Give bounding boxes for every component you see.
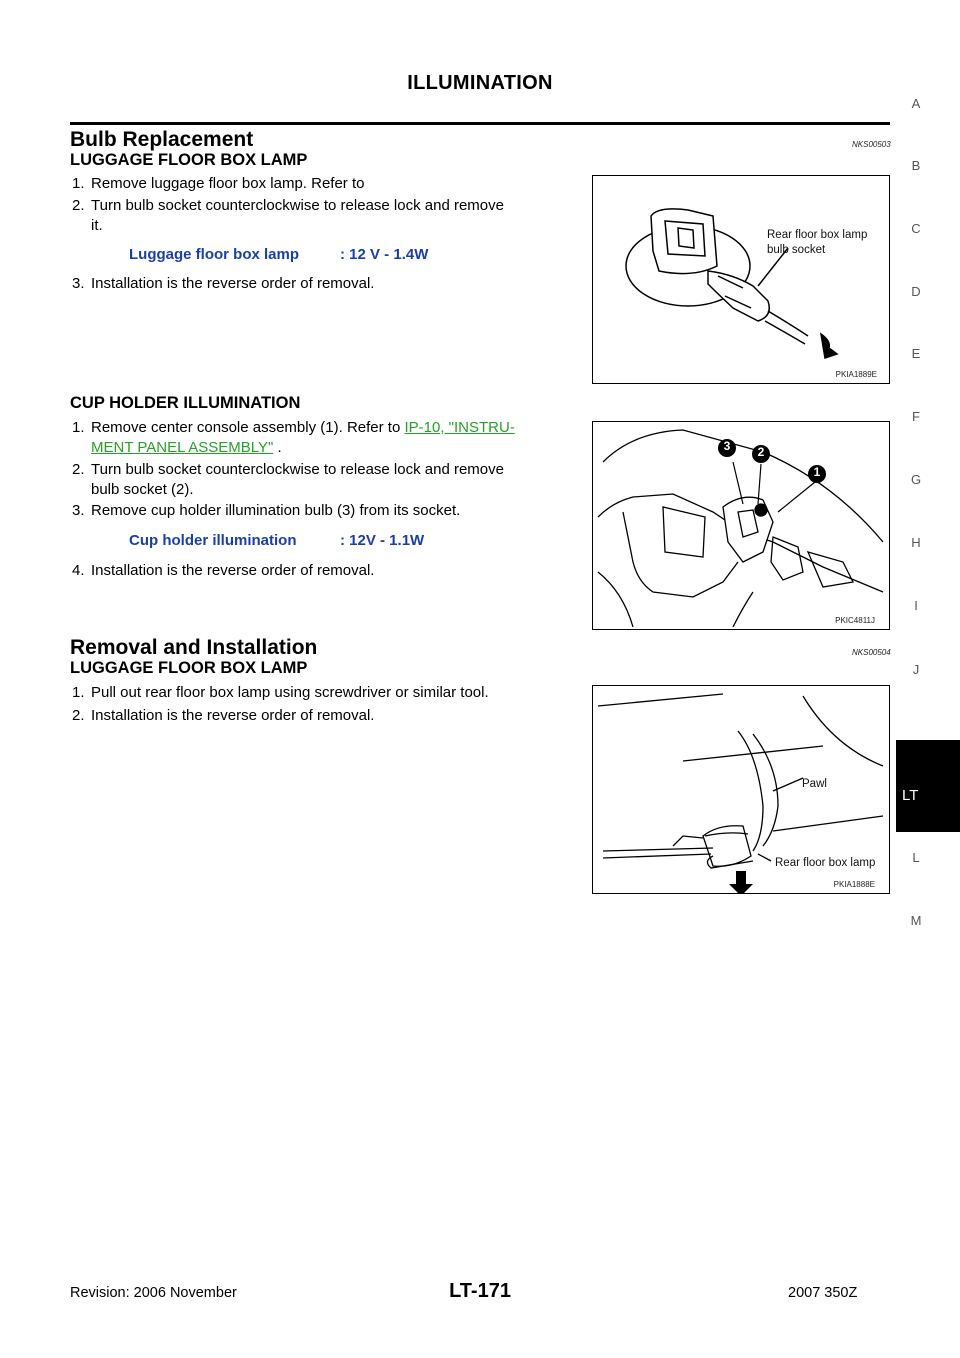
side-index-l[interactable]: L bbox=[912, 850, 920, 865]
side-index-m[interactable]: M bbox=[910, 913, 922, 928]
step-number: 4. bbox=[72, 562, 85, 579]
step-text: Remove luggage floor box lamp. Refer to bbox=[91, 175, 365, 192]
step-number: 1. bbox=[72, 419, 85, 436]
footer-model: 2007 350Z bbox=[788, 1285, 858, 1301]
step-text: Installation is the reverse order of removal. bbox=[91, 707, 375, 724]
figure-label: bulb socket bbox=[767, 244, 826, 256]
reference-link-ip-10-continued[interactable]: MENT PANEL ASSEMBLY" bbox=[91, 439, 274, 456]
step-number: 2. bbox=[72, 707, 85, 724]
step-text: Pull out rear floor box lamp using screwdriver or similar tool. bbox=[91, 684, 489, 701]
figure-label-pawl: Pawl bbox=[802, 778, 827, 790]
spec-label: Luggage floor box lamp bbox=[129, 246, 300, 263]
spec-label: Cup holder illumination bbox=[129, 532, 297, 549]
figure-label-rear-floor-box-lamp: Rear floor box lamp bbox=[775, 857, 876, 869]
step-text-continued: it. bbox=[91, 217, 103, 234]
step-text: Turn bulb socket counterclockwise to release lock and remove bbox=[91, 197, 504, 214]
figure-rear-floor-box-lamp-bulb-socket bbox=[592, 175, 890, 384]
callout-3: 3 bbox=[723, 439, 731, 453]
console-illustration bbox=[593, 422, 889, 629]
footer-revision: Revision: 2006 November bbox=[70, 1285, 237, 1301]
side-index-h[interactable]: H bbox=[911, 535, 921, 550]
step-text-tail: . bbox=[273, 439, 282, 456]
subsection-title-luggage-floor-box-lamp: LUGGAGE FLOOR BOX LAMP bbox=[70, 151, 308, 169]
step-text: Turn bulb socket counterclockwise to release lock and remove bbox=[91, 461, 504, 478]
side-index-e[interactable]: E bbox=[911, 346, 921, 361]
figure-center-console-cup-holder bbox=[592, 421, 890, 630]
step-number: 2. bbox=[72, 197, 85, 214]
figure-code: PKIA1889E bbox=[835, 370, 877, 379]
step-number: 1. bbox=[72, 175, 85, 192]
side-index-a[interactable]: A bbox=[911, 96, 921, 111]
section-code: NKS00504 bbox=[852, 648, 891, 657]
page-title: ILLUMINATION bbox=[407, 72, 553, 94]
step-text: Remove cup holder illumination bulb (3) from its socket. bbox=[91, 502, 461, 519]
step-text: Installation is the reverse order of removal. bbox=[91, 562, 375, 579]
figure-code: PKIC4811J bbox=[835, 616, 875, 625]
step-text-continued: bulb socket (2). bbox=[91, 481, 194, 498]
step-number: 2. bbox=[72, 461, 85, 478]
spec-value: : 12 V - 1.4W bbox=[340, 246, 429, 263]
section-title-removal-and-installation: Removal and Installation bbox=[70, 636, 318, 659]
step-number: 3. bbox=[72, 275, 85, 292]
callout-2: 2 bbox=[757, 445, 765, 459]
side-index-i[interactable]: I bbox=[914, 598, 918, 613]
callout-1: 1 bbox=[813, 465, 821, 479]
subsection-title-luggage-floor-box-lamp: LUGGAGE FLOOR BOX LAMP bbox=[70, 659, 308, 677]
footer-page-number: LT-171 bbox=[449, 1280, 511, 1302]
reference-link-ip-10[interactable]: IP-10, "INSTRU- bbox=[404, 419, 515, 436]
step-text: Remove center console assembly (1). Refer to bbox=[91, 419, 405, 436]
side-index-tab-lt[interactable] bbox=[896, 740, 960, 832]
side-index-d[interactable]: D bbox=[911, 284, 921, 299]
side-index-b[interactable]: B bbox=[911, 158, 921, 173]
header-rule bbox=[70, 122, 890, 125]
subsection-title-cup-holder-illumination: CUP HOLDER ILLUMINATION bbox=[70, 394, 301, 412]
side-index-c[interactable]: C bbox=[911, 221, 921, 236]
figure-code: PKIA1888E bbox=[833, 880, 875, 889]
figure-label: Rear floor box lamp bbox=[767, 229, 868, 241]
section-title-bulb-replacement: Bulb Replacement bbox=[70, 128, 254, 151]
side-index-g[interactable]: G bbox=[910, 472, 922, 487]
step-number: 1. bbox=[72, 684, 85, 701]
spec-value: : 12V - 1.1W bbox=[340, 532, 425, 549]
lamp-illustration bbox=[593, 176, 889, 383]
side-index-tab-label: LT bbox=[902, 787, 919, 804]
step-text: Installation is the reverse order of removal. bbox=[91, 275, 375, 292]
side-index-f[interactable]: F bbox=[912, 409, 920, 424]
figure-rear-floor-box-lamp-removal bbox=[592, 685, 890, 894]
side-index-j[interactable]: J bbox=[912, 662, 920, 677]
section-code: NKS00503 bbox=[852, 140, 891, 149]
step-number: 3. bbox=[72, 502, 85, 519]
